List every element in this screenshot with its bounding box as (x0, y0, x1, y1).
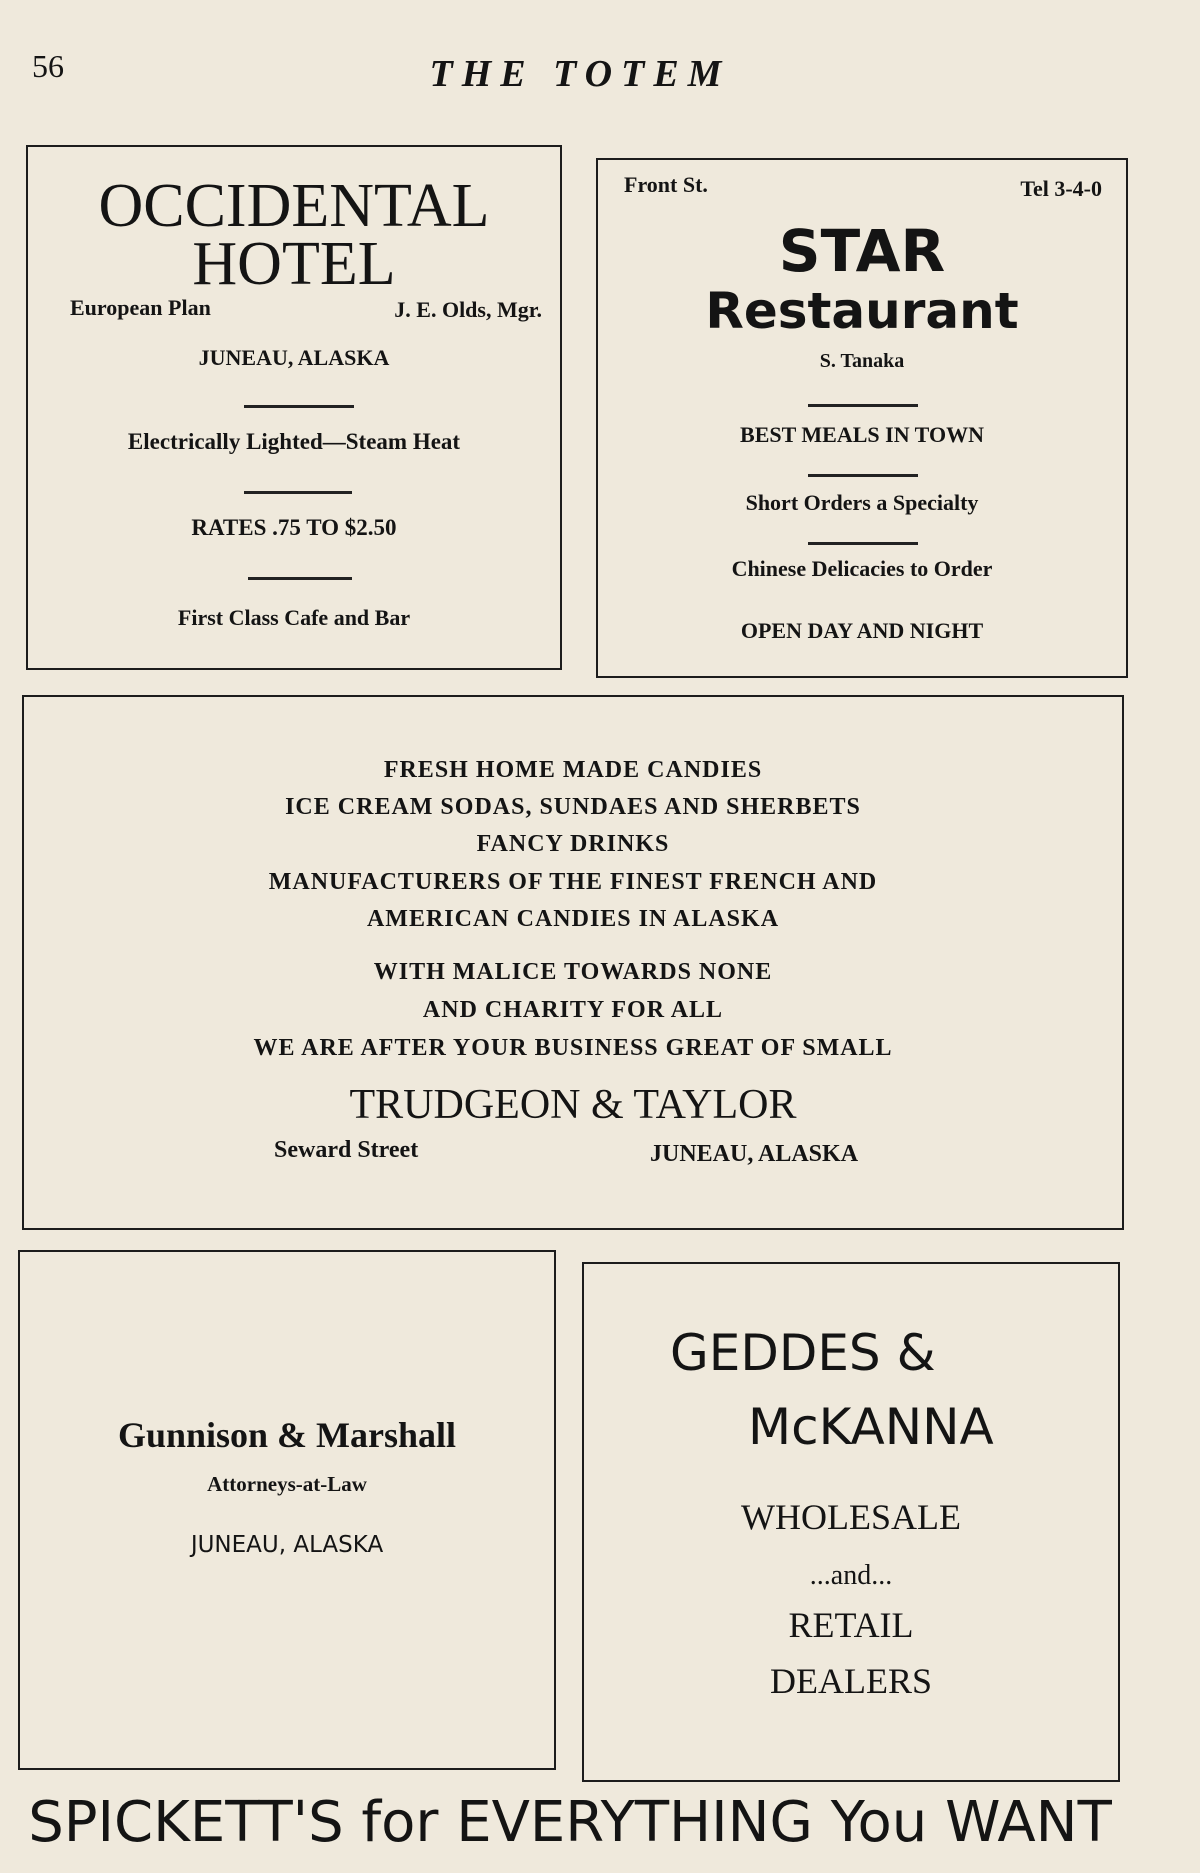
hotel-location: JUNEAU, ALASKA (198, 345, 390, 370)
occidental-hotel-ad (26, 145, 562, 670)
dealer-name-line1: GEDDES & (670, 1324, 936, 1382)
restaurant-name-line1: STAR (778, 217, 946, 285)
candy-line: WE ARE AFTER YOUR BUSINESS GREAT OF SMALL (253, 1035, 893, 1061)
dealer-retail: RETAIL (788, 1605, 914, 1645)
candy-line: WITH MALICE TOWARDS NONE (373, 959, 773, 985)
candy-line: MANUFACTURERS OF THE FINEST FRENCH AND (268, 869, 878, 895)
divider (248, 577, 352, 580)
hotel-manager: J. E. Olds, Mgr. (394, 297, 542, 322)
restaurant-name-line2: Restaurant (705, 282, 1019, 340)
geddes-mckanna-ad (582, 1262, 1120, 1782)
law-city: JUNEAU, ALASKA (190, 1532, 384, 1558)
restaurant-phone: Tel 3-4-0 (1020, 176, 1102, 201)
restaurant-slogan: BEST MEALS IN TOWN (740, 422, 984, 447)
divider (808, 404, 918, 407)
divider (244, 491, 352, 494)
candy-firm-name: TRUDGEON & TAYLOR (349, 1082, 797, 1128)
candy-line: AMERICAN CANDIES IN ALASKA (366, 906, 780, 932)
hotel-rates: RATES .75 TO $2.50 (191, 515, 397, 540)
dealer-and: ...and... (809, 1560, 893, 1591)
law-firm-name: Gunnison & Marshall (117, 1415, 457, 1455)
dealer-dealers: DEALERS (770, 1661, 932, 1701)
hotel-plan: European Plan (70, 295, 211, 320)
dealer-wholesale: WHOLESALE (741, 1497, 961, 1537)
law-profession: Attorneys-at-Law (207, 1472, 367, 1496)
hotel-name-line1: OCCIDENTAL (98, 172, 490, 240)
trudgeon-taylor-ad (22, 695, 1124, 1230)
divider (808, 542, 918, 545)
hotel-name-line2: HOTEL (192, 230, 396, 298)
divider (244, 405, 354, 408)
footer-slogan: SPICKETT'S for EVERYTHING You WANT (28, 1790, 1112, 1855)
candy-street: Seward Street (274, 1137, 419, 1163)
candy-line: ICE CREAM SODAS, SUNDAES AND SHERBETS (285, 794, 861, 820)
candy-city: JUNEAU, ALASKA (650, 1141, 859, 1167)
hotel-cafe: First Class Cafe and Bar (177, 605, 411, 630)
divider (808, 474, 918, 477)
restaurant-proprietor: S. Tanaka (819, 350, 905, 372)
star-restaurant-ad (596, 158, 1128, 678)
dealer-name-line2: McKANNA (748, 1398, 994, 1456)
restaurant-orders: Short Orders a Specialty (745, 490, 979, 515)
running-head: THE TOTEM (429, 53, 731, 95)
restaurant-delicacies: Chinese Delicacies to Order (731, 556, 993, 581)
restaurant-street: Front St. (624, 172, 708, 197)
restaurant-hours: OPEN DAY AND NIGHT (740, 618, 984, 643)
hotel-amenities: Electrically Lighted—Steam Heat (127, 429, 461, 454)
gunnison-marshall-ad (18, 1250, 556, 1770)
candy-line: FANCY DRINKS (476, 831, 670, 857)
page-number: 56 (32, 48, 64, 84)
candy-line: FRESH HOME MADE CANDIES (383, 757, 763, 783)
candy-line: AND CHARITY FOR ALL (422, 997, 724, 1023)
